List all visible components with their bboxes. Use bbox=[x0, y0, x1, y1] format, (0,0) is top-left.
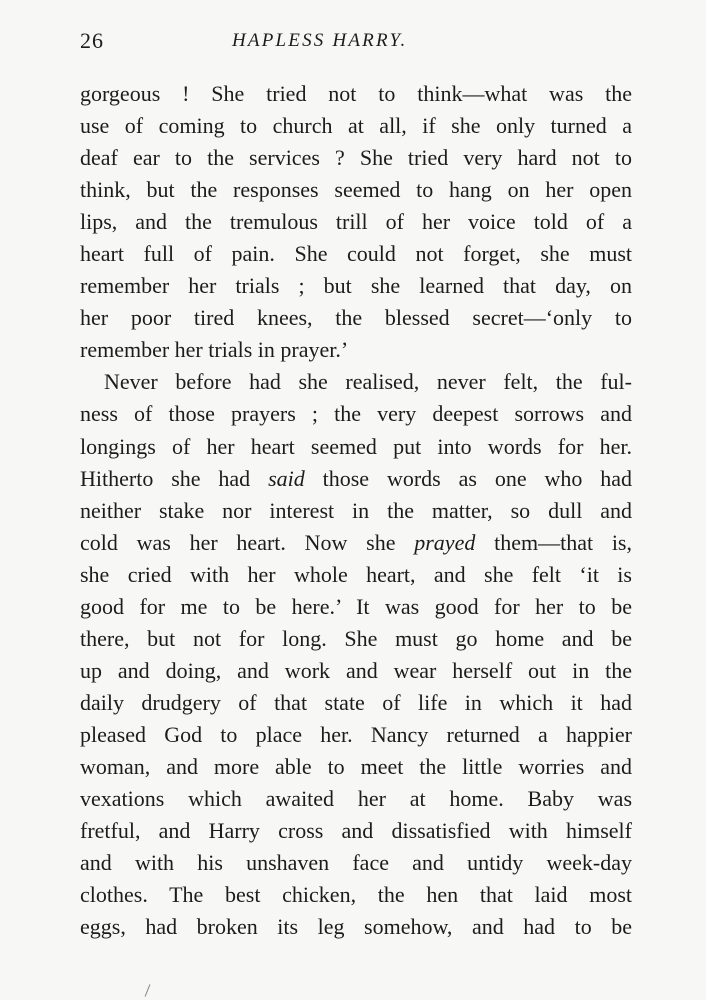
text-line bbox=[80, 206, 632, 238]
text-run: heart full of pain. She could not forget, she must bbox=[80, 241, 632, 267]
italic-word: prayed bbox=[414, 529, 476, 555]
text-run: think, but the responses seemed to hang on her open bbox=[80, 177, 632, 203]
paragraph bbox=[80, 78, 632, 366]
text-run: she cried with her whole heart, and she felt ‘it is bbox=[80, 561, 632, 587]
text-run: Hitherto she had bbox=[80, 465, 269, 491]
text-run: use of coming to church at all, if she only turned a bbox=[80, 113, 632, 139]
text-run: woman, and more able to meet the little worries and bbox=[80, 753, 632, 779]
text-line bbox=[80, 431, 632, 463]
text-run: gorgeous ! She tried not to think—what was the bbox=[80, 81, 632, 106]
text-run: pleased God to place her. Nancy returned a happier bbox=[80, 721, 632, 747]
text-line bbox=[80, 495, 632, 527]
text-line bbox=[80, 334, 632, 366]
text-run: daily drudgery of that state of life in which it had bbox=[80, 689, 632, 715]
text-run: neither stake nor interest in the matter, so dull and bbox=[80, 497, 632, 523]
text-line bbox=[80, 591, 632, 623]
text-run: longings of her heart seemed put into words for her. bbox=[80, 433, 632, 459]
text-line bbox=[80, 110, 632, 142]
page-header bbox=[80, 28, 640, 58]
text-run: deaf ear to the services ? She tried very hard not to bbox=[80, 145, 632, 171]
text-line bbox=[80, 847, 632, 879]
text-line bbox=[80, 238, 632, 270]
text-line bbox=[80, 463, 632, 495]
text-run: remember her trials ; but she learned that day, on bbox=[80, 273, 632, 299]
text-run: those words as one who had bbox=[304, 465, 632, 491]
page-number: 26 bbox=[80, 28, 104, 53]
text-line bbox=[80, 559, 632, 591]
text-line bbox=[80, 302, 632, 334]
text-run: vexations which awaited her at home. Baby was bbox=[80, 786, 632, 812]
running-head: HAPLESS HARRY. bbox=[232, 30, 408, 51]
text-run: ness of those prayers ; the very deepest sorrows and bbox=[80, 401, 632, 427]
text-run: up and doing, and work and wear herself out in the bbox=[80, 657, 632, 683]
text-line bbox=[80, 687, 632, 719]
text-run: clothes. The best chicken, the hen that laid most bbox=[80, 882, 632, 908]
text-line bbox=[80, 655, 632, 687]
paragraph bbox=[80, 366, 632, 943]
text-line bbox=[80, 78, 632, 110]
text-run: and with his unshaven face and untidy week-day bbox=[80, 850, 632, 876]
stray-ink-mark bbox=[145, 984, 151, 996]
text-line bbox=[80, 751, 632, 783]
body-text bbox=[80, 78, 632, 943]
text-line bbox=[80, 174, 632, 206]
text-line bbox=[80, 879, 632, 911]
text-run: Never before had she realised, never felt, the ful- bbox=[104, 369, 632, 395]
text-line bbox=[80, 719, 632, 751]
text-run: good for me to be here.’ It was good for her to be bbox=[80, 593, 632, 619]
text-line bbox=[80, 366, 632, 398]
text-line bbox=[80, 815, 632, 847]
text-line bbox=[80, 142, 632, 174]
text-run: eggs, had broken its leg somehow, and had to be bbox=[80, 914, 632, 940]
text-run: her poor tired knees, the blessed secret—‘only to bbox=[80, 305, 632, 331]
text-run: them—that is, bbox=[475, 529, 632, 555]
text-line bbox=[80, 783, 632, 815]
text-line bbox=[80, 623, 632, 655]
text-run: lips, and the tremulous trill of her voice told of a bbox=[80, 209, 632, 235]
text-line bbox=[80, 270, 632, 302]
text-run: remember her trials in prayer.’ bbox=[80, 337, 349, 363]
text-line bbox=[80, 527, 632, 559]
text-line bbox=[80, 911, 632, 943]
text-run: cold was her heart. Now she bbox=[80, 529, 415, 555]
text-run: there, but not for long. She must go home and be bbox=[80, 625, 632, 651]
text-line bbox=[80, 398, 632, 430]
italic-word: said bbox=[268, 465, 305, 491]
text-run: fretful, and Harry cross and dissatisfied with himself bbox=[80, 818, 632, 844]
